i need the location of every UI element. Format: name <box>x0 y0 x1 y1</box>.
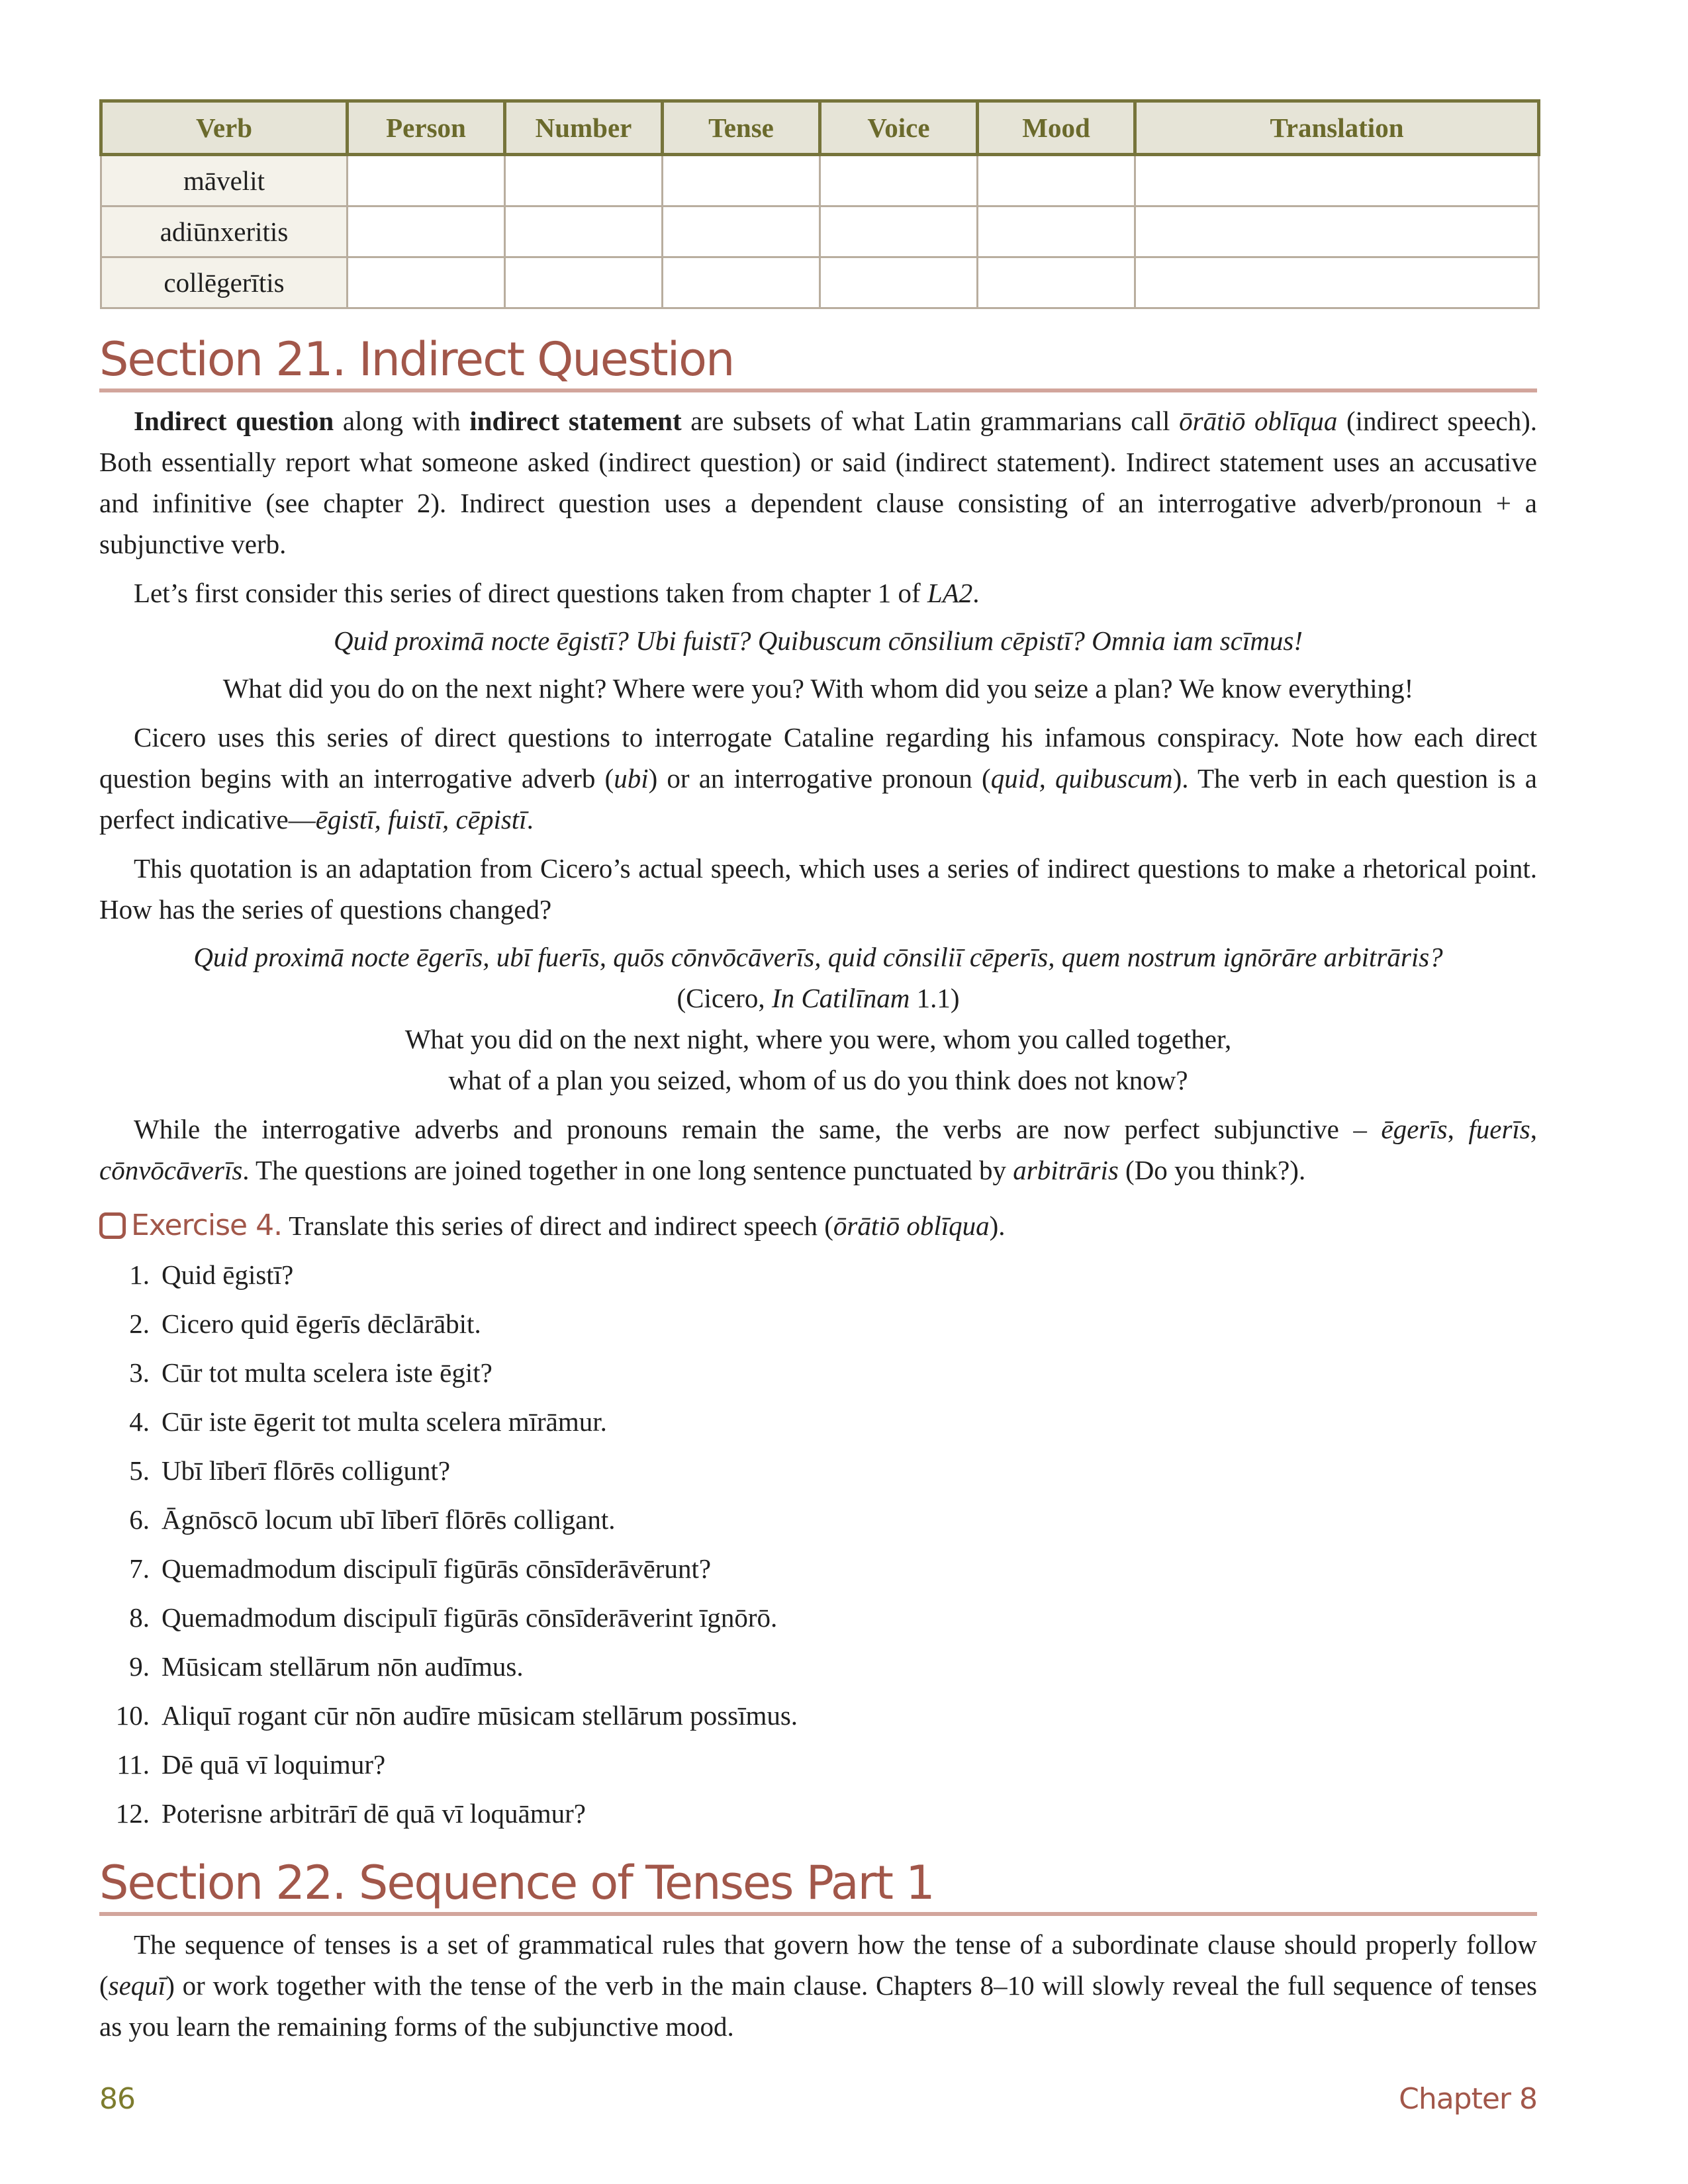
item-text: Āgnōscō locum ubī līberī flōrēs colligant. <box>162 1504 616 1535</box>
text-run: (Do you think?). <box>1118 1155 1306 1185</box>
exercise-instructions <box>289 1205 1005 1246</box>
item-number: 6. <box>129 1504 150 1535</box>
work-title: In Catilīnam <box>771 983 910 1013</box>
latin-term: ōrātiō oblīqua <box>833 1210 990 1241</box>
item-text: Quemadmodum discipulī figūrās cōnsīderāverint īgnōrō. <box>162 1602 778 1633</box>
section-22-paragraph-1 <box>99 1924 1537 2047</box>
section-21-heading: Section 21. Indirect Question <box>99 333 1537 392</box>
list-item <box>99 1250 1537 1299</box>
text-run: are subsets of what Latin grammarians call <box>681 406 1180 436</box>
blank-cell[interactable] <box>663 206 820 257</box>
section-21-paragraph-5 <box>99 1109 1537 1191</box>
text-run: While the interrogative adverbs and pronouns remain the same, the verbs are now perfect subjunctive – <box>134 1114 1382 1144</box>
latin-term: quid, quibuscum <box>990 763 1173 794</box>
list-item <box>99 1740 1537 1789</box>
item-number: 10. <box>115 1700 150 1731</box>
item-text: Ubī līberī flōrēs colligunt? <box>162 1455 451 1486</box>
text-run: 1.1) <box>910 983 960 1013</box>
item-number: 11. <box>117 1749 150 1780</box>
exercise-4-header <box>99 1205 1537 1246</box>
item-text: Quid ēgistī? <box>162 1259 294 1290</box>
text-run: , <box>1530 1114 1538 1144</box>
latin-direct-questions <box>99 620 1537 661</box>
list-item <box>99 1642 1537 1691</box>
list-item <box>99 1299 1537 1348</box>
blank-cell[interactable] <box>820 257 978 308</box>
section-22-heading: Section 22. Sequence of Tenses Part 1 <box>99 1856 1537 1916</box>
header-translation: Translation <box>1135 101 1539 155</box>
section-21-paragraph-1 <box>99 400 1537 565</box>
latin-term: ēgistī, fuistī, cēpistī <box>315 804 527 835</box>
blank-cell[interactable] <box>348 257 505 308</box>
citation <box>99 978 1537 1019</box>
text-run: ) or an interrogative pronoun ( <box>648 763 991 794</box>
item-number: 3. <box>129 1357 150 1388</box>
latin-term: sequī <box>108 1970 166 2001</box>
section-21-paragraph-4: This quotation is an adaptation from Cicero’s actual speech, which uses a series of indirect questions to make a rhetorical point. How has the series of questions changed? <box>99 853 1537 925</box>
text-run: . The questions are joined together in one long sentence punctuated by <box>242 1155 1013 1185</box>
english-indirect-line-1: What you did on the next night, where you were, whom you called together, <box>404 1024 1232 1054</box>
blank-cell[interactable] <box>978 206 1135 257</box>
table-header-row <box>101 101 1539 155</box>
latin-indirect-questions <box>99 936 1537 978</box>
header-mood: Mood <box>978 101 1135 155</box>
text-run: (indirect speech). Both essentially report what someone asked (indirect question) or said (indirect statement). Indirect statement uses an accusative and infinitive (see chapter 2). Indirect question uses a dependent clause consisting of an interrogative adverb/pronoun + a subjunctive verb. <box>99 406 1538 559</box>
item-number: 5. <box>129 1455 150 1486</box>
blank-cell[interactable] <box>348 155 505 206</box>
list-item <box>99 1691 1537 1740</box>
item-text: Cūr iste ēgerit tot multa scelera mīrāmur. <box>162 1406 607 1437</box>
list-item <box>99 1446 1537 1495</box>
item-text: Aliquī rogant cūr nōn audīre mūsicam stellārum possīmus. <box>162 1700 798 1731</box>
table-row <box>101 155 1539 206</box>
blank-cell[interactable] <box>505 155 663 206</box>
page-footer <box>99 2082 1537 2116</box>
section-21-paragraph-3 <box>99 717 1537 840</box>
verb-cell: māvelit <box>101 155 348 206</box>
text-run: Cicero uses this series of direct questions to interrogate Cataline regarding his infamous conspiracy. Note how each direct question begins with an interrogative adverb ( <box>99 722 1537 794</box>
page <box>99 99 1537 2047</box>
blank-cell[interactable] <box>505 206 663 257</box>
item-number: 1. <box>129 1259 150 1290</box>
header-verb: Verb <box>101 101 348 155</box>
blank-cell[interactable] <box>1135 206 1539 257</box>
item-text: Cūr tot multa scelera iste ēgit? <box>162 1357 492 1388</box>
table-row <box>101 206 1539 257</box>
latin-term: arbitrāris <box>1013 1155 1119 1185</box>
item-number: 12. <box>115 1798 150 1829</box>
chapter-label: Chapter 8 <box>1399 2082 1537 2116</box>
latin-quote: Quid proximā nocte ēgistī? Ubi fuistī? Quibuscum cōnsilium cēpistī? Omnia iam scīmus! <box>333 625 1303 656</box>
item-text: Cicero quid ēgerīs dēclārābit. <box>162 1308 481 1339</box>
item-text: Mūsicam stellārum nōn audīmus. <box>162 1651 524 1682</box>
list-item <box>99 1348 1537 1397</box>
section-21-paragraph-2 <box>99 572 1537 614</box>
term-indirect-statement: indirect statement <box>469 406 682 436</box>
blank-cell[interactable] <box>505 257 663 308</box>
page-number: 86 <box>99 2082 135 2116</box>
list-item <box>99 1593 1537 1642</box>
book-title: LA2 <box>927 578 973 608</box>
exercise-4-list <box>99 1250 1537 1838</box>
conjugation-table <box>99 99 1540 309</box>
item-number: 4. <box>129 1406 150 1437</box>
item-text: Dē quā vī loquimur? <box>162 1749 386 1780</box>
latin-term: cōnvōcāverīs <box>99 1155 243 1185</box>
blank-cell[interactable] <box>663 155 820 206</box>
text-run: The sequence of tenses is a set of grammatical rules that govern how the tense of a subordinate clause should properly follow ( <box>99 1929 1537 2001</box>
english-indirect-line-2: what of a plan you seized, whom of us do you think does not know? <box>448 1065 1188 1095</box>
blank-cell[interactable] <box>348 206 505 257</box>
text-run: Translate this series of direct and indirect speech ( <box>289 1210 833 1241</box>
item-number: 7. <box>129 1553 150 1584</box>
list-item <box>99 1495 1537 1544</box>
text-run: ). <box>989 1210 1006 1241</box>
latin-term: ubi <box>614 763 649 794</box>
latin-term: fuerīs <box>1468 1114 1530 1144</box>
text-run: ). The verb in each question is a perfect indicative— <box>99 763 1537 835</box>
text-run: , <box>1447 1114 1469 1144</box>
text-run: (Cicero, <box>677 983 772 1013</box>
verb-cell: collēgerītis <box>101 257 348 308</box>
text-run: ) or work together with the tense of the verb in the main clause. Chapters 8–10 will slowly reveal the full sequence of tenses as you learn the remaining forms of the subjunctive mood. <box>99 1970 1537 2042</box>
blank-cell[interactable] <box>978 155 1135 206</box>
text-run: Let’s first consider this series of direct questions taken from chapter 1 of <box>134 578 927 608</box>
header-number: Number <box>505 101 663 155</box>
header-tense: Tense <box>663 101 820 155</box>
header-person: Person <box>348 101 505 155</box>
latin-term: ōrātiō oblīqua <box>1179 406 1338 436</box>
blank-cell[interactable] <box>663 257 820 308</box>
exercise-label: Exercise 4. <box>131 1208 283 1242</box>
item-number: 9. <box>129 1651 150 1682</box>
english-direct-questions: What did you do on the next night? Where were you? With whom did you seize a plan? We know everything! <box>222 673 1414 704</box>
list-item <box>99 1789 1537 1838</box>
blank-cell[interactable] <box>978 257 1135 308</box>
table-row <box>101 257 1539 308</box>
text-run: . <box>972 578 980 608</box>
text-run: along with <box>334 406 470 436</box>
blank-cell[interactable] <box>820 206 978 257</box>
header-voice: Voice <box>820 101 978 155</box>
list-item <box>99 1544 1537 1593</box>
item-text: Quemadmodum discipulī figūrās cōnsīderāvērunt? <box>162 1553 712 1584</box>
text-run: . <box>526 804 534 835</box>
latin-quote: Quid proximā nocte ēgerīs, ubī fuerīs, quōs cōnvōcāverīs, quid cōnsiliī cēperīs, quem nostrum ignōrāre arbitrāris? <box>193 942 1443 972</box>
list-item <box>99 1397 1537 1446</box>
item-text: Poterisne arbitrārī dē quā vī loquāmur? <box>162 1798 586 1829</box>
item-number: 2. <box>129 1308 150 1339</box>
blank-cell[interactable] <box>820 155 978 206</box>
exercise-checkbox[interactable] <box>99 1212 126 1239</box>
latin-term: ēgerīs <box>1381 1114 1448 1144</box>
item-number: 8. <box>129 1602 150 1633</box>
blank-cell[interactable] <box>1135 155 1539 206</box>
verb-cell: adiūnxeritis <box>101 206 348 257</box>
term-indirect-question: Indirect question <box>134 406 334 436</box>
blank-cell[interactable] <box>1135 257 1539 308</box>
